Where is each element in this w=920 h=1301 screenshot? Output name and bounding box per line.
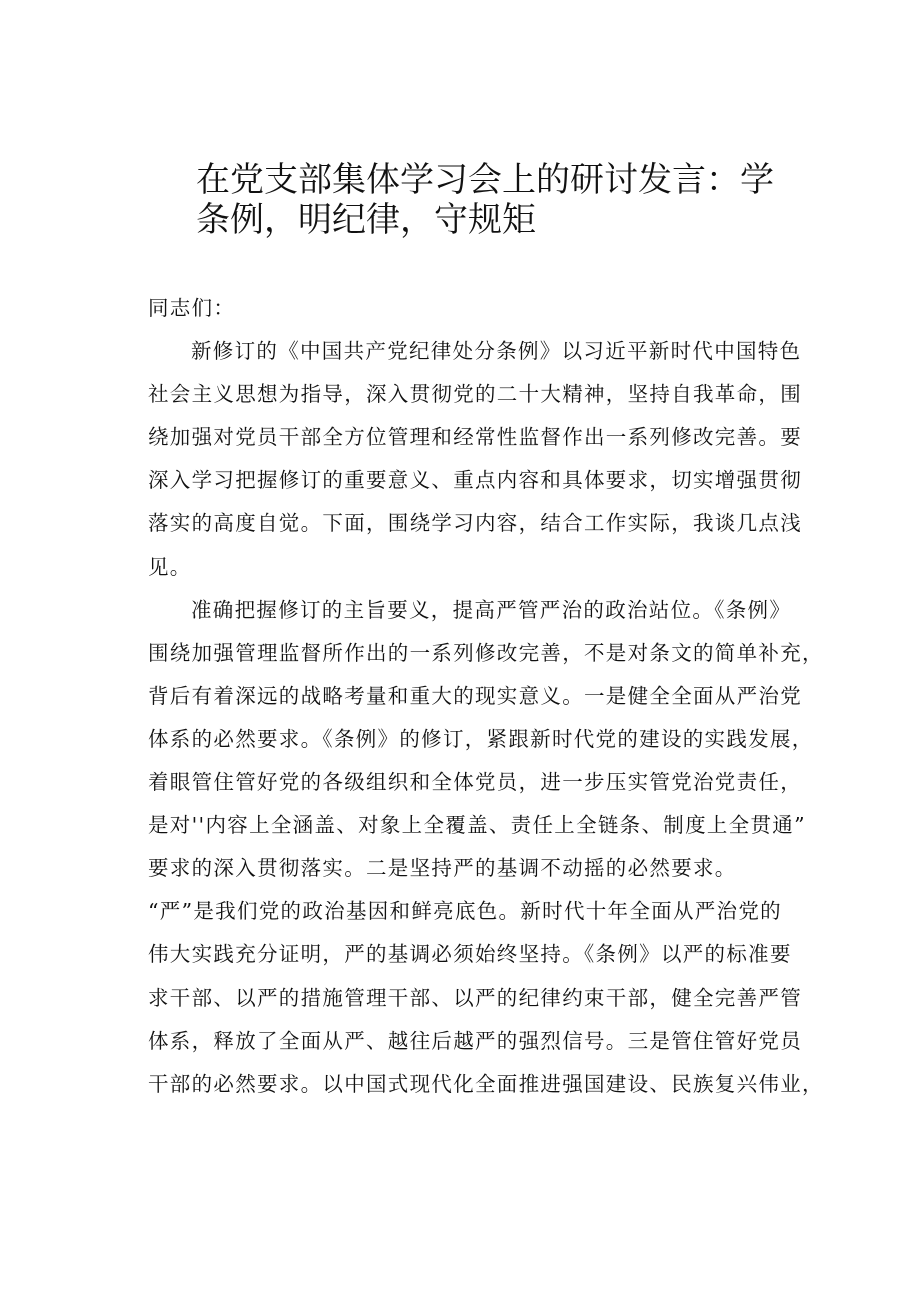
body-text-line: 新修订的《中国共产党纪律处分条例》以习近平新时代中国特色 [191, 339, 802, 364]
document-title-line-2: 条例，明纪律，守规矩 [196, 200, 536, 240]
body-text-line: 绕加强对党员干部全方位管理和经常性监督作出一系列修改完善。要 [148, 425, 802, 450]
document-body [148, 287, 824, 1106]
body-text-line: 伟大实践充分证明，严的基调必须始终坚持。《条例》以严的标准要 [148, 942, 792, 967]
body-text-line: 深入学习把握修订的重要意义、重点内容和具体要求，切实增强贯彻 [148, 468, 802, 493]
document-title-line-1: 在党支部集体学习会上的研讨发言：学 [196, 160, 774, 200]
body-text-line: 见。 [148, 554, 192, 579]
body-text-line: 围绕加强管理监督所作出的一系列修改完善，不是对条文的简单补充， [148, 640, 824, 665]
body-text-line: 是对''内容上全涵盖、对象上全覆盖、责任上全链条、制度上全贯通” [148, 813, 806, 838]
body-text-line: 要求的深入贯彻落实。二是坚持严的基调不动摇的必然要求。 [148, 856, 737, 881]
body-text-line: 求干部、以严的措施管理干部、以严的纪律约束干部，健全完善严管 [148, 985, 802, 1010]
body-text-line: 干部的必然要求。以中国式现代化全面推进强国建设、民族复兴伟业， [148, 1071, 824, 1096]
body-text-line: 落实的高度自觉。下面，围绕学习内容，结合工作实际，我谈几点浅 [148, 511, 802, 536]
salutation: 同志们： [148, 296, 236, 320]
body-text-line: 社会主义思想为指导，深入贯彻党的二十大精神，坚持自我革命，围 [148, 382, 802, 407]
body-text-line: 体系，释放了全面从严、越往后越严的强烈信号。三是管住管好党员 [148, 1028, 802, 1053]
body-text-line: 着眼管住管好党的各级组织和全体党员，进一步压实管党治党责任， [148, 770, 802, 795]
body-text-line: 准确把握修订的主旨要义，提高严管严治的政治站位。《条例》 [191, 597, 792, 622]
body-text-line: “严”是我们党的政治基因和鲜亮底色。新时代十年全面从严治党的 [148, 899, 782, 924]
body-text-line: 体系的必然要求。《条例》的修订，紧跟新时代党的建设的实践发展， [148, 726, 814, 751]
body-text-line: 背后有着深远的战略考量和重大的现实意义。一是健全全面从严治党 [148, 683, 802, 708]
